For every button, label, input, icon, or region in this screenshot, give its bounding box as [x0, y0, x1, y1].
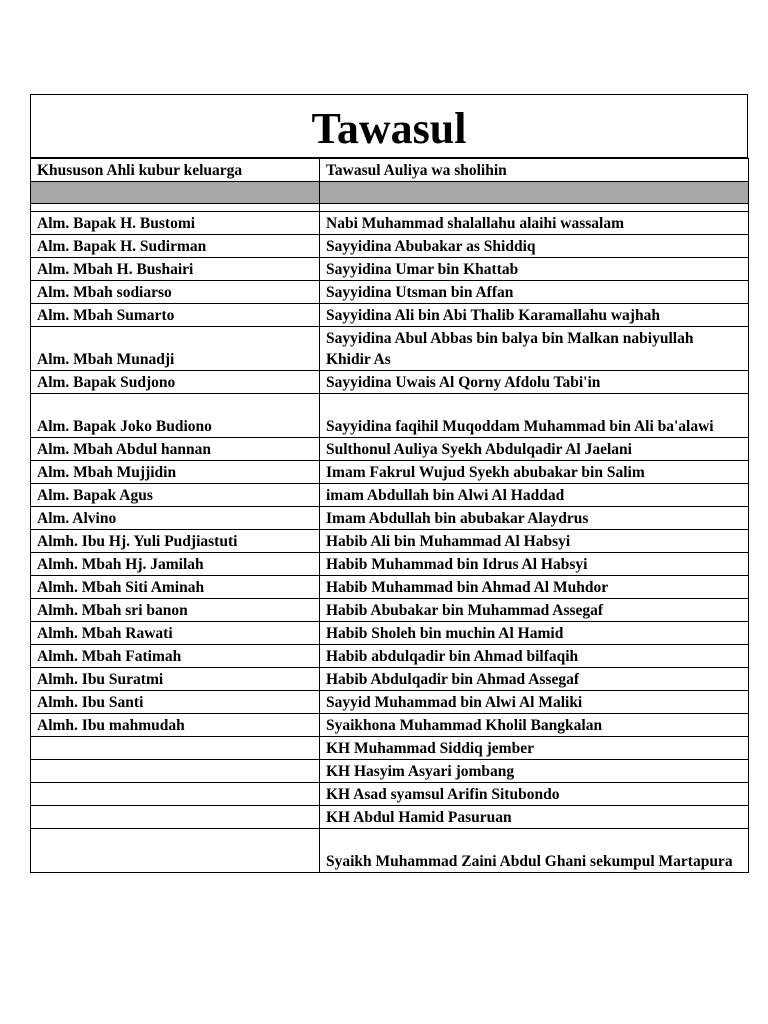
- table-row: [31, 438, 749, 461]
- family-name-cell: [31, 783, 320, 806]
- auliya-name-cell: Sayyidina Ali bin Abi Thalib Karamallahu wajhah: [320, 304, 749, 327]
- family-name-cell: Almh. Mbah Rawati: [31, 622, 320, 645]
- table-row: [31, 829, 749, 873]
- auliya-name-cell: Habib Ali bin Muhammad Al Habsyi: [320, 530, 749, 553]
- table-row: [31, 668, 749, 691]
- family-name-cell: Almh. Ibu Hj. Yuli Pudjiastuti: [31, 530, 320, 553]
- table-row: [31, 507, 749, 530]
- header-left: Khususon Ahli kubur keluarga: [31, 159, 320, 182]
- family-name-cell: Almh. Ibu Santi: [31, 691, 320, 714]
- table-row: [31, 461, 749, 484]
- title-row: [30, 94, 748, 158]
- table-row: [31, 737, 749, 760]
- family-name-cell: Almh. Mbah sri banon: [31, 599, 320, 622]
- table-row: [31, 576, 749, 599]
- family-name-cell: Alm. Bapak Sudjono: [31, 371, 320, 394]
- table-row: [31, 691, 749, 714]
- table-row: [31, 394, 749, 438]
- family-name-cell: [31, 737, 320, 760]
- table-row: [31, 760, 749, 783]
- auliya-name-cell: Habib Muhammad bin Idrus Al Habsyi: [320, 553, 749, 576]
- auliya-name-cell: Habib Muhammad bin Ahmad Al Muhdor: [320, 576, 749, 599]
- table-row: [31, 645, 749, 668]
- auliya-name-cell: imam Abdullah bin Alwi Al Haddad: [320, 484, 749, 507]
- auliya-name-cell: KH Hasyim Asyari jombang: [320, 760, 749, 783]
- family-name-cell: Alm. Bapak Agus: [31, 484, 320, 507]
- family-name-cell: Almh. Ibu mahmudah: [31, 714, 320, 737]
- family-name-cell: Alm. Bapak H. Sudirman: [31, 235, 320, 258]
- table-row: [31, 484, 749, 507]
- auliya-name-cell: KH Asad syamsul Arifin Situbondo: [320, 783, 749, 806]
- family-name-cell: Alm. Bapak H. Bustomi: [31, 212, 320, 235]
- table-row: [31, 304, 749, 327]
- auliya-name-cell: Imam Abdullah bin abubakar Alaydrus: [320, 507, 749, 530]
- table-row: [31, 371, 749, 394]
- table-row: [31, 212, 749, 235]
- tawasul-sheet: [30, 94, 748, 873]
- table-row: [31, 327, 749, 371]
- table-row: [31, 530, 749, 553]
- auliya-name-cell: Sayyidina Umar bin Khattab: [320, 258, 749, 281]
- shaded-separator-row: [31, 182, 749, 204]
- family-name-cell: [31, 806, 320, 829]
- table-row: [31, 806, 749, 829]
- tawasul-table: [30, 158, 749, 873]
- header-right: Tawasul Auliya wa sholihin: [320, 159, 749, 182]
- table-row: [31, 281, 749, 304]
- table-row: [31, 622, 749, 645]
- auliya-name-cell: Imam Fakrul Wujud Syekh abubakar bin Salim: [320, 461, 749, 484]
- auliya-name-cell: Syaikhona Muhammad Kholil Bangkalan: [320, 714, 749, 737]
- page-title: Tawasul: [311, 104, 467, 153]
- auliya-name-cell: Syaikh Muhammad Zaini Abdul Ghani sekumpul Martapura: [320, 829, 749, 873]
- family-name-cell: Alm. Mbah Abdul hannan: [31, 438, 320, 461]
- auliya-name-cell: Sulthonul Auliya Syekh Abdulqadir Al Jaelani: [320, 438, 749, 461]
- auliya-name-cell: Sayyidina Abubakar as Shiddiq: [320, 235, 749, 258]
- auliya-name-cell: Sayyidina Utsman bin Affan: [320, 281, 749, 304]
- shaded-cell-right: [320, 182, 749, 204]
- table-row: [31, 235, 749, 258]
- family-name-cell: [31, 829, 320, 873]
- auliya-name-cell: Sayyidina Abul Abbas bin balya bin Malkan nabiyullah Khidir As: [320, 327, 749, 371]
- header-row: [31, 159, 749, 182]
- family-name-cell: Alm. Mbah Mujjidin: [31, 461, 320, 484]
- auliya-name-cell: Habib abdulqadir bin Ahmad bilfaqih: [320, 645, 749, 668]
- auliya-name-cell: Sayyidina Uwais Al Qorny Afdolu Tabi'in: [320, 371, 749, 394]
- spacer-cell-right: [320, 204, 749, 212]
- family-name-cell: Almh. Ibu Suratmi: [31, 668, 320, 691]
- family-name-cell: Alm. Alvino: [31, 507, 320, 530]
- family-name-cell: Alm. Mbah H. Bushairi: [31, 258, 320, 281]
- table-row: [31, 714, 749, 737]
- family-name-cell: Alm. Mbah Munadji: [31, 327, 320, 371]
- auliya-name-cell: Sayyidina faqihil Muqoddam Muhammad bin Ali ba'alawi: [320, 394, 749, 438]
- family-name-cell: Alm. Bapak Joko Budiono: [31, 394, 320, 438]
- auliya-name-cell: KH Abdul Hamid Pasuruan: [320, 806, 749, 829]
- auliya-name-cell: Habib Abdulqadir bin Ahmad Assegaf: [320, 668, 749, 691]
- family-name-cell: Alm. Mbah sodiarso: [31, 281, 320, 304]
- auliya-name-cell: KH Muhammad Siddiq jember: [320, 737, 749, 760]
- family-name-cell: Almh. Mbah Hj. Jamilah: [31, 553, 320, 576]
- family-name-cell: Almh. Mbah Siti Aminah: [31, 576, 320, 599]
- table-row: [31, 783, 749, 806]
- auliya-name-cell: Sayyid Muhammad bin Alwi Al Maliki: [320, 691, 749, 714]
- auliya-name-cell: Habib Abubakar bin Muhammad Assegaf: [320, 599, 749, 622]
- table-row: [31, 258, 749, 281]
- family-name-cell: Almh. Mbah Fatimah: [31, 645, 320, 668]
- family-name-cell: [31, 760, 320, 783]
- shaded-cell-left: [31, 182, 320, 204]
- auliya-name-cell: Habib Sholeh bin muchin Al Hamid: [320, 622, 749, 645]
- family-name-cell: Alm. Mbah Sumarto: [31, 304, 320, 327]
- auliya-name-cell: Nabi Muhammad shalallahu alaihi wassalam: [320, 212, 749, 235]
- spacer-cell-left: [31, 204, 320, 212]
- spacer-row: [31, 204, 749, 212]
- table-row: [31, 553, 749, 576]
- table-row: [31, 599, 749, 622]
